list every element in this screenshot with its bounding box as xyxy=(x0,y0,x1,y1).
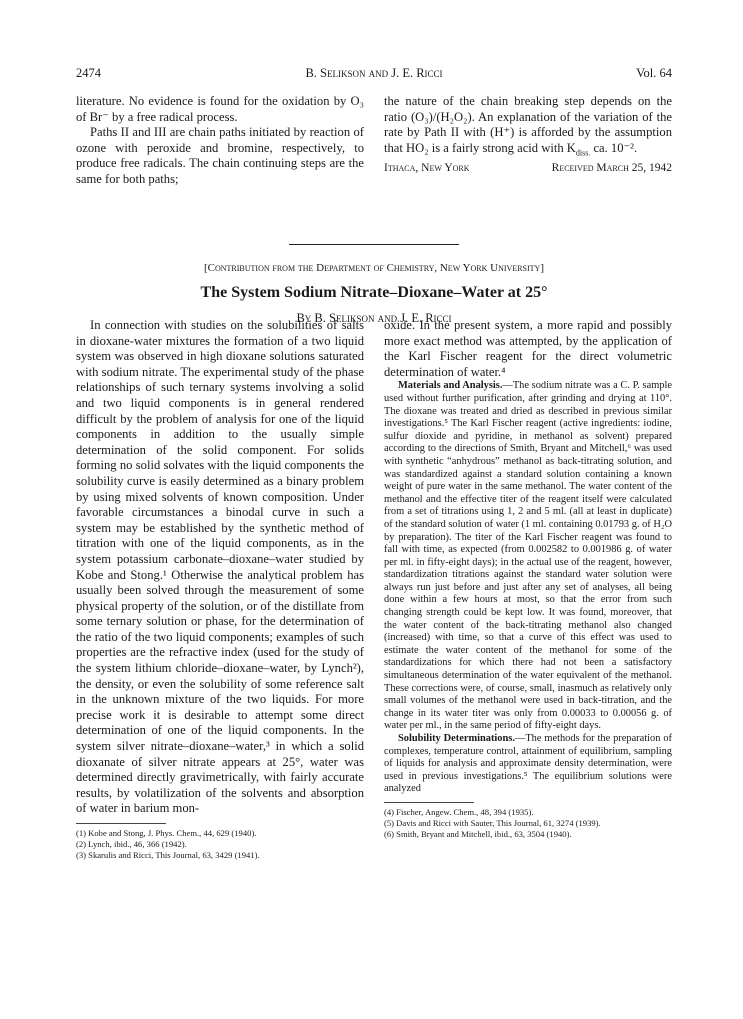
page-number: 2474 xyxy=(76,66,101,80)
footnote: (4) Fischer, Angew. Chem., 48, 394 (1935). xyxy=(384,806,534,817)
contribution-line: [Contribution from the Department of Chemistry, New York University] xyxy=(203,262,544,274)
paragraph xyxy=(384,94,672,161)
footnote: (2) Lynch, ibid., 46, 366 (1942). xyxy=(76,839,187,849)
section-text: —The methods for the preparation of complexes, temperature control, attainment of equilibrium, sampling of liquids for analysis and approximate density determination, were used in previous investigations.⁵ The equilibrium solutions were analyzed xyxy=(384,733,672,795)
footnote: (3) Skarulis and Ricci, This Journal, 63, 3429 (1941). xyxy=(76,850,260,860)
footnote: (6) Smith, Bryant and Mitchell, ibid., 63, 3504 (1940). xyxy=(384,828,572,839)
section-text: —The sodium nitrate was a C. P. sample used without further purification, after grinding and drying at 110°. The dioxane was treated and dried as described in previous similar investigations.⁵ The Karl Fischer reagent (active ingredients: iodine, sulfur dioxide and pyridine, in methanol as solvent) prepared according to the directions of Smith, Bryant and Mitchell,⁶ was used with synthetic “anhydrous” methanol as back-titrating solution, and was standardized against a standard solution containing a known weight of pure water in the same methanol. The water content of the methanol and the effective titer of the reagent itself were calculated from a set of titrations using 1, 2 and 5 ml. (all at least in duplicate) of the standard solution of water (1 ml. containing 0.01793 g. of H₂O by preparation). The titer of the Karl Fischer reagent was found to fall with time, as expected (from 0.002582 to 0.001986 g. of water per ml. in fifty-eight days); in the actual use of the reagent, however, standardization titrations against the standard water solution were always run just before and just after any set of analyses, all being done within a few hours at most, so that the error from such changing strength could be kept low. It was found, moreover, that the water content of the back-titrating methanol also changed (increased) with time, so that a curve of this effect was used to estimate the water content of the methanol for some of the standardizations for which there had not been a satisfactory simultaneous determination of the water equivalent of the methanol. These corrections were, of course, small, inasmuch as relatively only small volumes of the methanol were used in back-titration, and the change in its water titer was only from 0.00033 to 0.00056 g. of water per ml., in the same period of fifty-eight days. xyxy=(384,380,672,732)
paragraph: literature. No evidence is found for the oxidation by O₃ of Br⁻ by a free radical process. xyxy=(76,94,364,124)
article-left-column xyxy=(76,318,364,861)
section-divider xyxy=(289,244,459,245)
footnote: (5) Davis and Ricci with Sauter, This Journal, 61, 3274 (1939). xyxy=(384,817,601,828)
received-date: Received March 25, 1942 xyxy=(551,161,672,174)
previous-article-left-column xyxy=(76,94,364,188)
section-heading: Solubility Determinations. xyxy=(398,733,515,744)
paragraph-text: the nature of the chain breaking step depends on the ratio (O₃)/(H₂O₂). An explanation of the variation of the rate by Path II with (H⁺) is afforded by the assumption that HO₂ is a fairly strong acid with K xyxy=(384,94,672,155)
article-right-column xyxy=(384,318,672,840)
previous-article-right-column xyxy=(384,94,672,176)
footnote: (1) Kobe and Stong, J. Phys. Chem., 44, 629 (1940). xyxy=(76,828,257,838)
footnote-rule xyxy=(384,802,474,803)
paragraph-text: ca. 10⁻². xyxy=(590,140,638,155)
location: Ithaca, New York xyxy=(384,161,470,174)
received-line xyxy=(384,161,672,177)
paragraph: Paths II and III are chain paths initiated by reaction of ozone with peroxide and bromine, respectively, to produce free radicals. The chain continuing steps are the same for both paths; xyxy=(76,125,364,186)
running-title: B. Selikson and J. E. Ricci xyxy=(305,66,443,80)
solubility-paragraph xyxy=(384,733,672,796)
volume-label: Vol. 64 xyxy=(636,66,672,80)
footnote-rule xyxy=(76,823,166,824)
subscript: diss. xyxy=(575,148,591,158)
body-paragraph: oxide. In the present system, a more rapid and possibly more exact method was attempted, by the application of the Karl Fischer reagent for the direct volumetric determination of water.⁴ xyxy=(384,318,672,379)
article-title: The System Sodium Nitrate–Dioxane–Water at 25° xyxy=(200,284,548,301)
body-paragraph: In connection with studies on the solubilities of salts in dioxane-water mixtures the formation of a two liquid system was observed in high dioxane solutions saturated with sodium nitrate. The experimental study of the phase relationships of such ternary systems involving a solid and two liquid components is in general rendered difficult by the problem of analysis for one of the liquid components in addition to the usually simple determination of the solid component. For solids forming no solid solvates with the liquid components the solubility curve is easily determined as a binary problem by using mixed solvents of known composition. Under favorable circumstances a binodal curve in such a system may be established by the synthetic method of titration with one of the liquid components, as in the system potassium carbonate–dioxane–water studied by Kobe and Stong.¹ Otherwise the analytical problem has usually been solved through the measurement of some physical property of the solution, or of the distillate from some ternary solution or phase, for the determination of the ratio of the two liquid components; examples of such properties are the refractive index (used for the study of the system lithium chloride–dioxane–water, by Lynch²), the density, or even the solubility of some reference salt in the unknown mixture of the two liquids. For more precise work it is desirable to attempt some direct determination of one of the liquid components. In the system silver nitrate–dioxane–water,³ in which a solid dioxanate of silver nitrate appears at 25°, water was determined directly gravimetrically, with fairly accurate results, by volatilization of the solvents and absorption of water in barium mon- xyxy=(76,318,364,816)
materials-paragraph xyxy=(384,380,672,733)
byline: By B. Selikson and J. E. Ricci xyxy=(296,311,452,325)
section-heading: Materials and Analysis. xyxy=(398,380,503,392)
